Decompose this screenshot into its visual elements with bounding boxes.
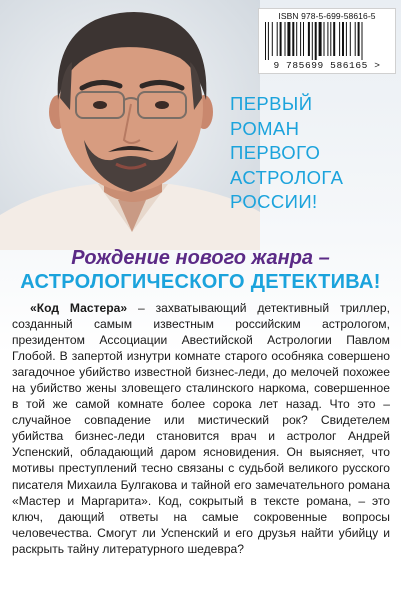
barcode-bars [265,22,389,60]
annotation-body: – захватывающий детективный триллер, созданный самым известным российским астрологом, президентом Ассоциации Авестийской Астрологии Павлом Глобой. В запертой изнутри комнате старого особняка совершено загадочное убийство известной бизнес-леди, до мелочей похожее на убийство жены зловещего сталинского наркома, совершенное в той же самой комнате более сорока лет назад. Что это – случайное совпадение или мистический рок? Свидетелем убийства бизнес-леди становится врач и астролог Андрей Успенский, обладающий даром ясновидения. Он выясняет, что мотивы преступлений тесно связаны с судьбой великого русского писателя Михаила Булгакова и тайной его замечательного романа «Мастер и Маргарита». Код, сокрытый в тексте романа, – это ключ, дающий ответы на самые сокровенные вопросы человечества. Смогут ли Успенский и его друзья найти убийцу и раскрыть тайну литературного шедевра? [12,301,390,556]
headline-line: РОССИИ! [230,191,318,213]
headline-line: ПЕРВОГО [230,142,321,164]
headline-line: РОМАН [230,117,300,139]
barcode-digits: 9 785699 586165 > [273,60,381,71]
headline-line: АСТРОЛОГА [230,166,344,188]
isbn-label: ISBN 978-5-699-58616-5 [278,11,376,21]
subtitle-line-1: Рождение нового жанра – [71,247,330,269]
book-title: «Код Мастера» [30,301,128,315]
headline [230,92,390,215]
barcode [258,8,396,74]
author-portrait [0,0,260,250]
headline-line: ПЕРВЫЙ [230,93,313,114]
subtitle [0,246,401,294]
annotation-text [12,300,390,557]
subtitle-line-2: АСТРОЛОГИЧЕСКОГО ДЕТЕКТИВА! [20,271,381,293]
